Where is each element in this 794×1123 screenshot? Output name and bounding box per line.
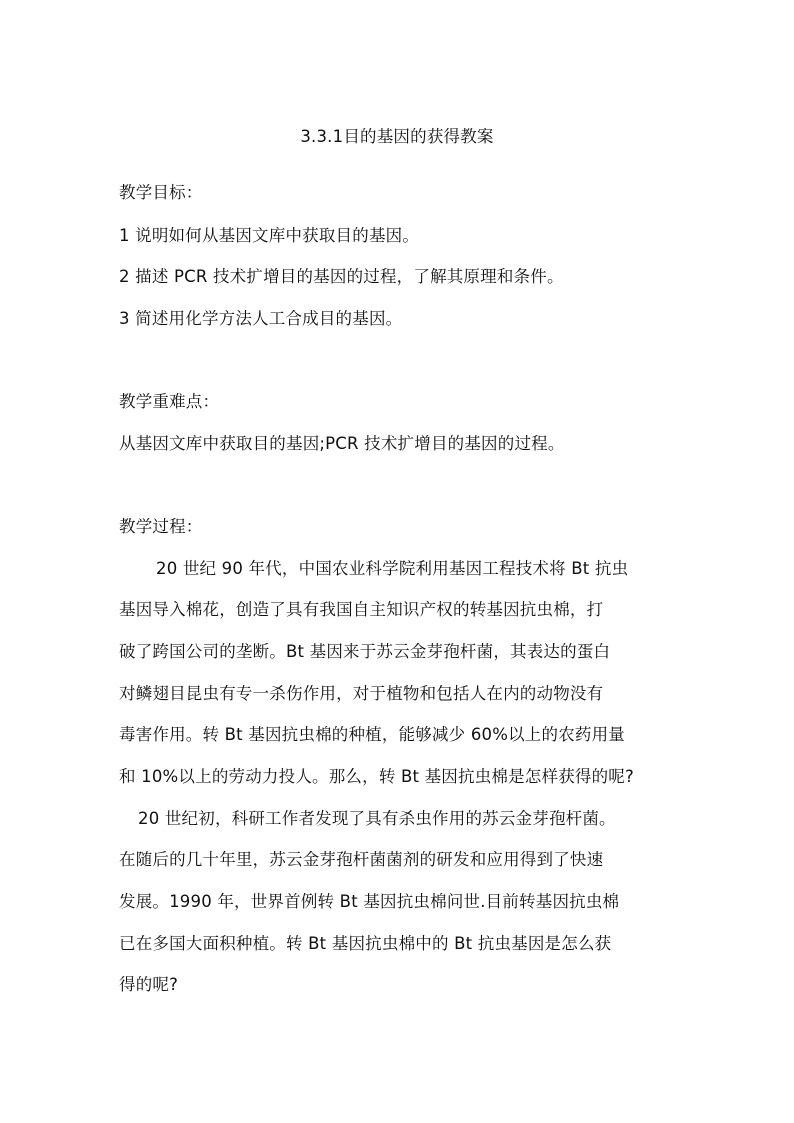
objective-item-1: 1 说明如何从基因文库中获取目的基因。 <box>119 226 420 245</box>
key-points-heading: 教学重难点： <box>119 392 220 411</box>
objective-item-3: 3 简述用化学方法人工合成目的基因。 <box>119 309 403 328</box>
paragraph-2-line: 已在多国大面积种植。转 Bt 基因抗虫棉中的 Bt 抗虫基因是怎么获 <box>119 934 612 953</box>
paragraph-1-line: 基因导入棉花，创造了具有我国自主知识产权的转基因抗虫棉，打 <box>119 600 604 619</box>
paragraph-2-line: 得的呢? <box>119 975 179 994</box>
paragraph-1-line: 20 世纪 90 年代，中国农业科学院利用基因工程技术将 Bt 抗虫 <box>156 559 629 578</box>
document-title: 3.3.1目的基因的获得教案 <box>300 127 494 146</box>
paragraph-1-line: 对鳞翅目昆虫有专一杀伤作用，对于植物和包括人在内的动物没有 <box>119 684 604 703</box>
key-points-text: 从基因文库中获取目的基因;PCR 技术扩增目的基因的过程。 <box>119 434 565 453</box>
paragraph-1-line: 和 10%以上的劳动力投人。那么，转 Bt 基因抗虫棉是怎样获得的呢? <box>119 767 634 786</box>
paragraph-1-line: 破了跨国公司的垄断。Bt 基因来于苏云金芽孢杆菌，其表达的蛋白 <box>119 642 611 661</box>
paragraph-2-line: 发展。1990 年，世界首例转 Bt 基因抗虫棉问世.目前转基因抗虫棉 <box>119 892 620 911</box>
process-heading: 教学过程： <box>119 517 203 536</box>
paragraph-2-line: 20 世纪初，科研工作者发现了具有杀虫作用的苏云金芽孢杆菌。 <box>138 809 616 828</box>
paragraph-1-line: 毒害作用。转 Bt 基因抗虫棉的种植，能够减少 60%以上的农药用量 <box>119 725 625 744</box>
objectives-heading: 教学目标： <box>119 183 203 202</box>
objective-item-2: 2 描述 PCR 技术扩增目的基因的过程，了解其原理和条件。 <box>119 267 564 286</box>
paragraph-2-line: 在随后的几十年里，苏云金芽孢杆菌菌剂的研发和应用得到了快速 <box>119 850 604 869</box>
